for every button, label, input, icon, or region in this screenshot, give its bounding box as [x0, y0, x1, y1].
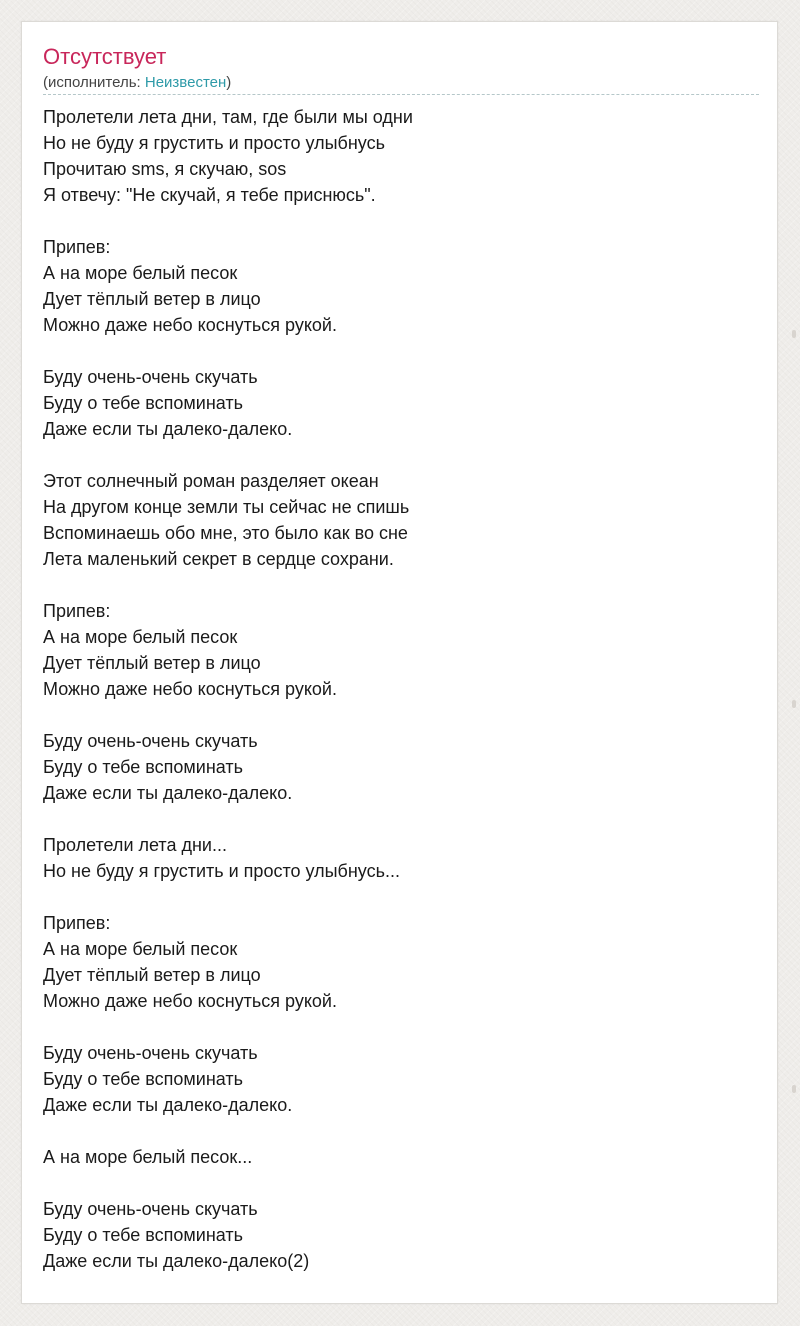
lyric-line: Буду о тебе вспоминать [43, 1225, 244, 1245]
artist-suffix: ) [226, 74, 232, 91]
lyric-line: А на море белый песок [43, 627, 238, 647]
lyrics-card [21, 21, 778, 1304]
lyric-line: Припев: [43, 913, 111, 933]
lyric-line: Я отвечу: "Не скучай, я тебе приснюсь". [43, 185, 376, 205]
artist-link[interactable]: Неизвестен [144, 74, 227, 91]
lyric-line: Можно даже небо коснуться рукой. [43, 679, 337, 699]
lyric-line: На другом конце земли ты сейчас не спишь [43, 497, 410, 517]
lyric-line: А на море белый песок... [43, 1147, 253, 1167]
stanza-gap [43, 338, 759, 364]
lyric-line: Вспоминаешь обо мне, это было как во сне [43, 523, 408, 543]
lyric-line: А на море белый песок [43, 263, 238, 283]
decorative-edge-mark [792, 1085, 796, 1093]
song-title: Отсутствует [43, 44, 167, 69]
lyric-line: Даже если ты далеко-далеко. [43, 783, 293, 803]
decorative-edge-mark [792, 330, 796, 338]
lyric-line: Буду о тебе вспоминать [43, 757, 244, 777]
lyric-line: Припев: [43, 237, 111, 257]
lyric-line: Можно даже небо коснуться рукой. [43, 315, 337, 335]
lyric-line: Пролетели лета дни, там, где были мы одни [43, 107, 413, 127]
stanza-gap [43, 208, 759, 234]
lyric-line: Дует тёплый ветер в лицо [43, 965, 261, 985]
lyric-line: Дует тёплый ветер в лицо [43, 653, 261, 673]
lyric-line: А на море белый песок [43, 939, 238, 959]
lyric-line: Даже если ты далеко-далеко. [43, 1095, 293, 1115]
stanza-gap [43, 702, 759, 728]
stanza-gap [43, 572, 759, 598]
lyric-line: Дует тёплый ветер в лицо [43, 289, 261, 309]
lyric-line: Буду очень-очень скучать [43, 1199, 258, 1219]
artist-line [43, 73, 759, 95]
lyric-line: Даже если ты далеко-далеко(2) [43, 1251, 310, 1271]
lyric-line: Прочитаю sms, я скучаю, sos [43, 159, 287, 179]
stanza-gap [43, 442, 759, 468]
lyric-line: Но не буду я грустить и просто улыбнусь... [43, 861, 400, 881]
stanza-gap [43, 1170, 759, 1196]
lyric-line: Буду о тебе вспоминать [43, 393, 244, 413]
decorative-edge-mark [792, 700, 796, 708]
lyric-line: Буду очень-очень скучать [43, 731, 258, 751]
stanza-gap [43, 806, 759, 832]
lyric-line: Но не буду я грустить и просто улыбнусь [43, 133, 385, 153]
stanza-gap [43, 1014, 759, 1040]
lyric-line: Буду очень-очень скучать [43, 367, 258, 387]
lyric-line: Можно даже небо коснуться рукой. [43, 991, 337, 1011]
lyrics-text [43, 104, 759, 1274]
lyric-line: Этот солнечный роман разделяет океан [43, 471, 379, 491]
lyric-line: Буду очень-очень скучать [43, 1043, 258, 1063]
lyric-line: Лета маленький секрет в сердце сохрани. [43, 549, 394, 569]
lyric-line: Припев: [43, 601, 111, 621]
lyric-line: Даже если ты далеко-далеко. [43, 419, 293, 439]
stanza-gap [43, 884, 759, 910]
stanza-gap [43, 1118, 759, 1144]
lyric-line: Буду о тебе вспоминать [43, 1069, 244, 1089]
artist-prefix: (исполнитель: [43, 74, 145, 91]
lyric-line: Пролетели лета дни... [43, 835, 227, 855]
